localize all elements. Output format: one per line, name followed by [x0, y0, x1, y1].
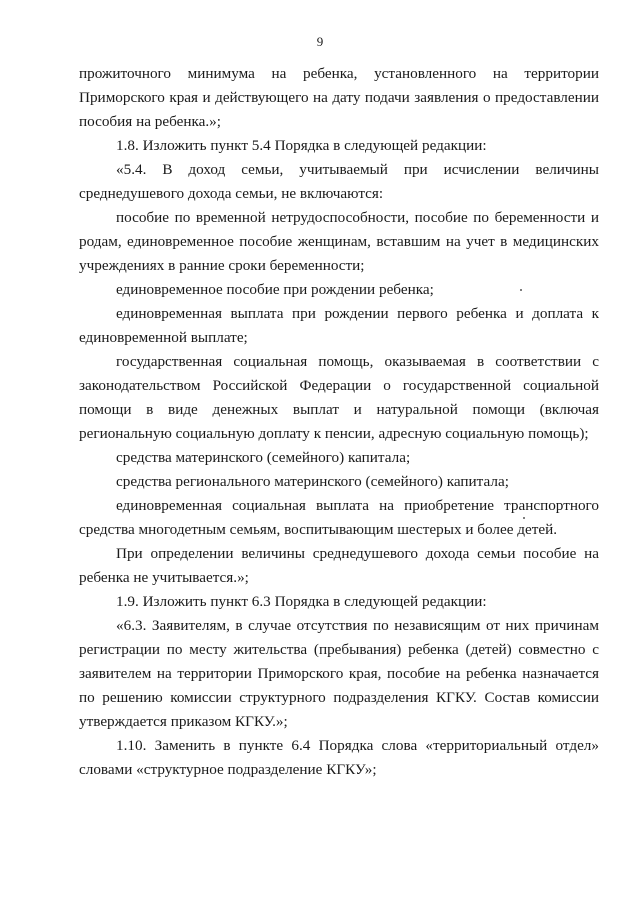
paragraph-list-item: единовременная социальная выплата на приобретение транспортного средства многодетным семьям, воспитывающим шестерых и более детей.: [79, 497, 599, 538]
page-number: 9: [316, 34, 324, 49]
paragraph-list-item: средства регионального материнского (семейного) капитала;: [116, 473, 509, 490]
document-body: [79, 62, 599, 782]
paragraph-item-1-8: 1.8. Изложить пункт 5.4 Порядка в следующей редакции:: [116, 137, 487, 154]
paragraph-list-item: средства материнского (семейного) капитала;: [116, 449, 411, 466]
paragraph-item-1-10: 1.10. Заменить в пункте 6.4 Порядка слова «территориальный отдел» словами «структурное подразделение КГКУ»;: [79, 737, 599, 778]
paragraph-list-item: государственная социальная помощь, оказываемая в соответствии с законодательством Российской Федерации о государственной социальной помощи в виде денежных выплат и натуральной помощи (включая региональную социальную доплату к пенсии, адресную социальную помощь);: [79, 353, 599, 442]
paragraph-list-item: единовременная выплата при рождении первого ребенка и доплата к единовременной выплате;: [79, 305, 599, 346]
paragraph-list-item: единовременное пособие при рождении ребенка;: [116, 281, 434, 298]
paragraph-list-item: пособие по временной нетрудоспособности, пособие по беременности и родам, единовременное пособие женщинам, вставшим на учет в медицинских учреждениях в ранние сроки беременности;: [79, 209, 599, 274]
paragraph-clause-5-4: «5.4. В доход семьи, учитываемый при исчислении величины среднедушевого дохода семьи, не включаются:: [79, 161, 599, 202]
paragraph-note: При определении величины среднедушевого дохода семьи пособие на ребенка не учитывается.»;: [79, 545, 599, 586]
paragraph-item-1-9: 1.9. Изложить пункт 6.3 Порядка в следующей редакции:: [116, 593, 487, 610]
scan-speck: [520, 289, 522, 291]
paragraph-continuation: прожиточного минимума на ребенка, установленного на территории Приморского края и действующего на дату подачи заявления о предоставлении пособия на ребенка.»;: [79, 65, 599, 130]
paragraph-clause-6-3: «6.3. Заявителям, в случае отсутствия по независящим от них причинам регистрации по месту жительства (пребывания) ребенка (детей) совместно с заявителем на территории Приморского края, пособие на ребенка назначается по решению комиссии структурного подразделения КГКУ. Состав комиссии утверждается приказом КГКУ.»;: [79, 617, 599, 730]
scan-speck: [523, 517, 525, 519]
